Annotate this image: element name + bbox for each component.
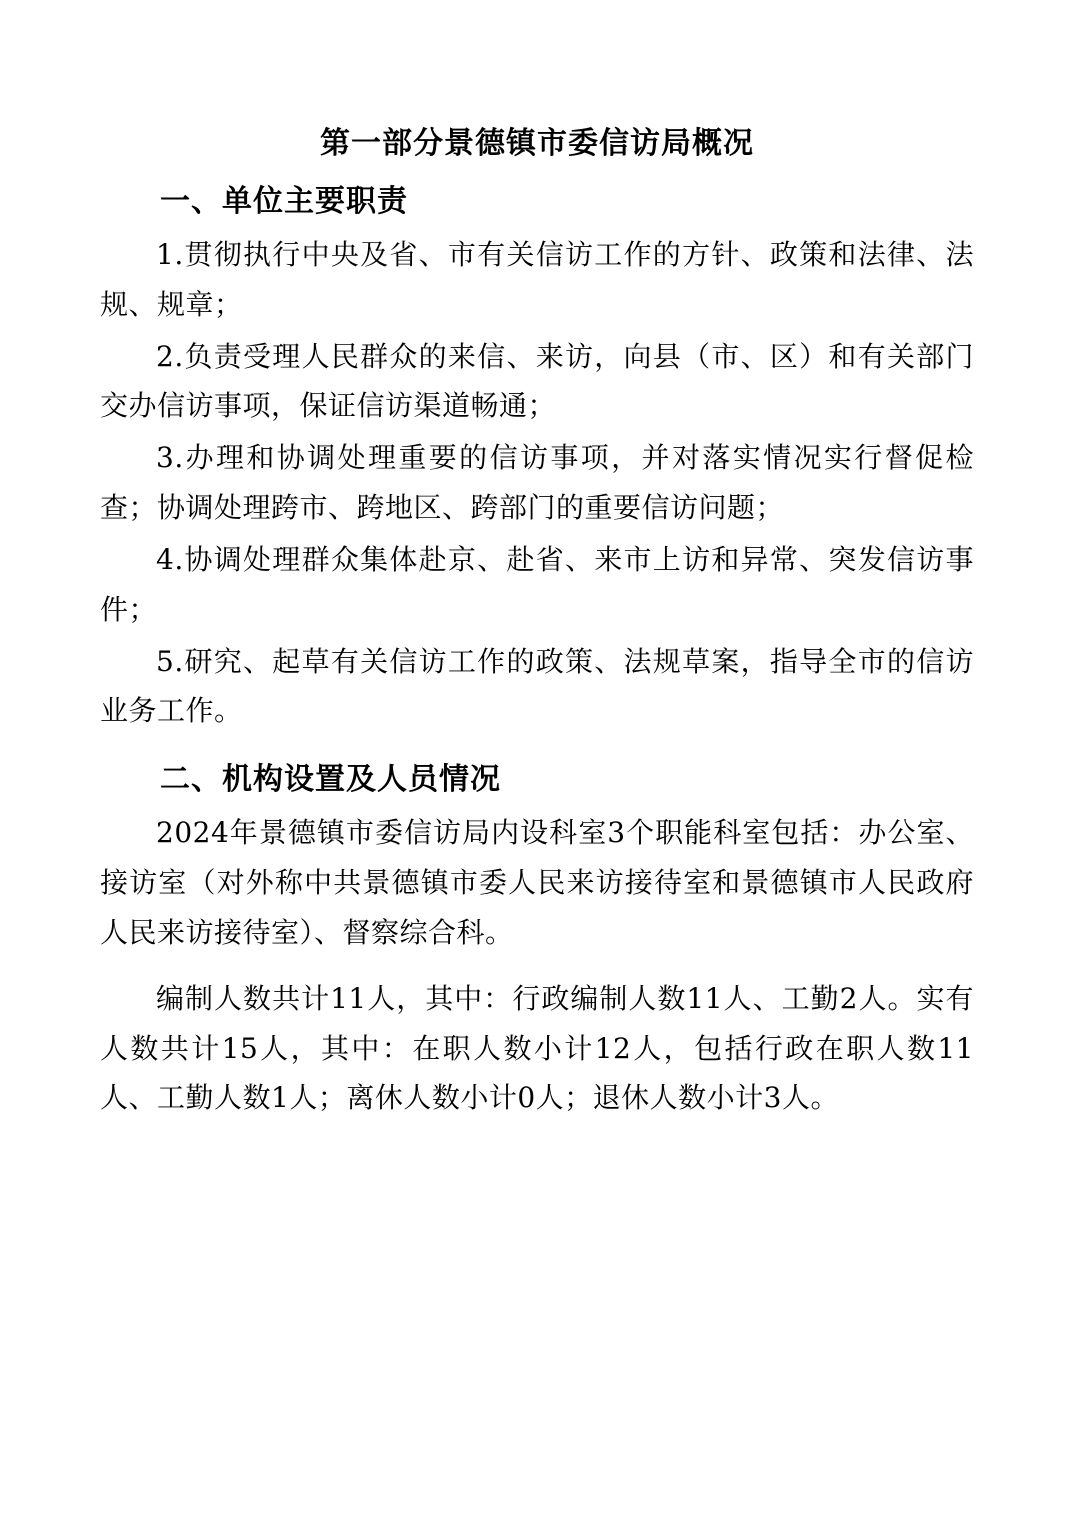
page-title: 第一部分景德镇市委信访局概况: [320, 126, 754, 161]
paragraph: 4.协调处理群众集体赴京、赴省、来市上访和异常、突发信访事件；: [100, 542, 974, 626]
section-heading-1: 一、单位主要职责: [160, 184, 408, 219]
paragraph: 3.办理和协调处理重要的信访事项，并对落实情况实行督促检查；协调处理跨市、跨地区、跨部门的重要信访问题；: [100, 441, 974, 525]
paragraph: 2024年景德镇市委信访局内设科室3个职能科室包括：办公室、接访室（对外称中共景德镇市委人民来访接待室和景德镇市人民政府人民来访接待室）、督察综合科。: [100, 816, 974, 949]
section-divider: [100, 738, 974, 746]
section-heading-2: 二、机构设置及人员情况: [160, 762, 501, 798]
paragraph: 2.负责受理人民群众的来信、来访，向县（市、区）和有关部门交办信访事项，保证信访渠道畅通；: [100, 339, 974, 423]
paragraph: 编制人数共计11人，其中：行政编制人数11人、工勤2人。实有人数共计15人，其中：在职人数小计12人，包括行政在职人数11人、工勤人数1人；离休人数小计0人；退休人数小计3人。: [100, 981, 974, 1115]
paragraph: 1.贯彻执行中央及省、市有关信访工作的方针、政策和法律、法规、规章；: [100, 238, 974, 321]
paragraph: 5.研究、起草有关信访工作的政策、法规草案，指导全市的信访业务工作。: [100, 644, 974, 728]
